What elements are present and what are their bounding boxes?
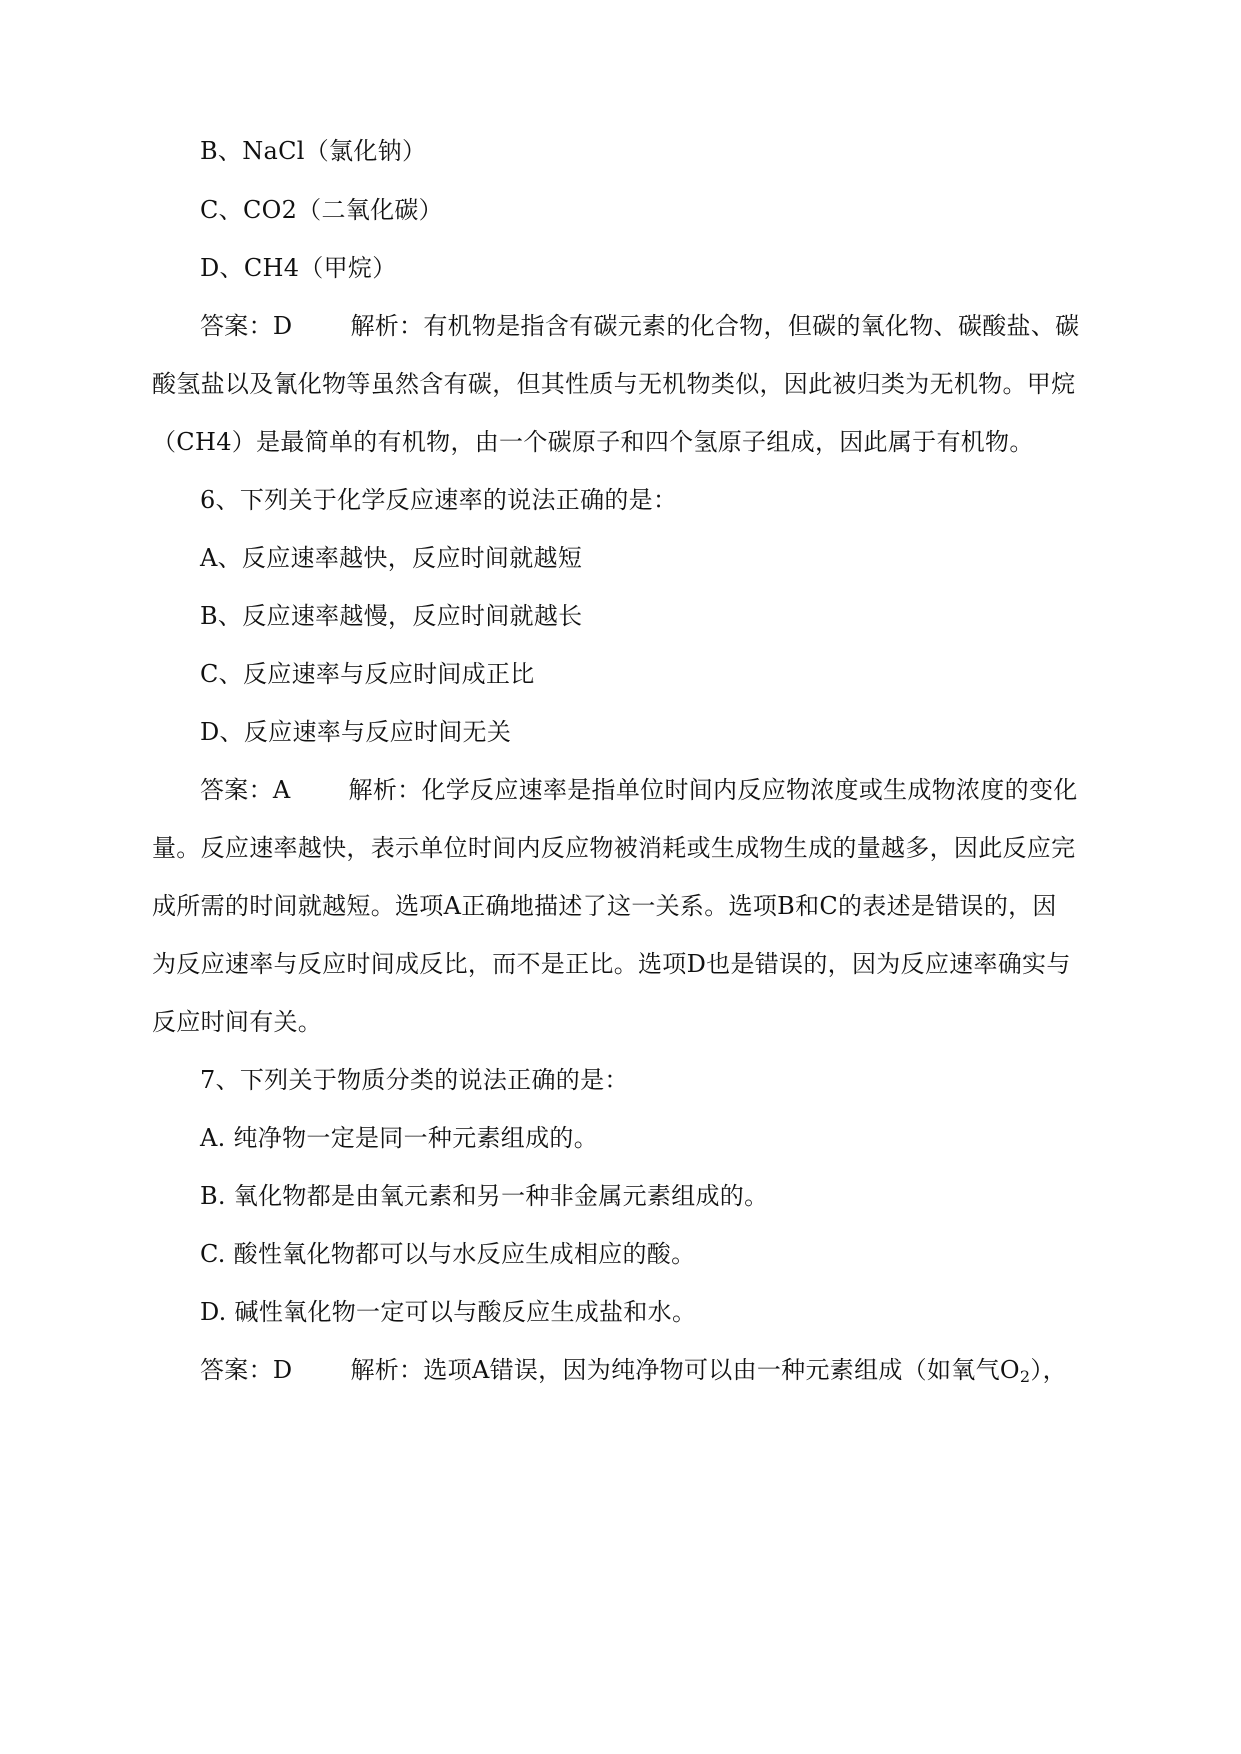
q6-explanation-2-text: 量。反应速率越快，表示单位时间内反应物被消耗或生成物生成的量越多，因此反应完 [152,834,1076,862]
q7-option-a-text: A. 纯净物一定是同一种元素组成的。 [200,1124,598,1152]
q5-option-b-text: B、NaCl（氯化钠） [200,137,427,165]
q6-question [200,485,1140,515]
q6-explanation-3-text: 成所需的时间就越短。选项A正确地描述了这一关系。选项B和C的表述是错误的，因 [152,892,1057,920]
q7-option-b-text: B. 氧化物都是由氧元素和另一种非金属元素组成的。 [200,1182,769,1210]
q6-option-d [200,717,1140,747]
q5-option-c-text: C、CO2（二氧化碳） [200,196,443,224]
q7-answer: 答案：D [200,1356,293,1384]
q7-option-a [200,1123,1140,1153]
q6-explanation-3 [152,891,1092,921]
q5-option-d-text: D、CH4（甲烷） [200,254,397,282]
q6-option-a-text: A、反应速率越快，反应时间就越短 [200,544,583,572]
q7-option-d-text: D. 碱性氧化物一定可以与酸反应生成盐和水。 [200,1298,697,1326]
q7-option-c-text: C. 酸性氧化物都可以与水反应生成相应的酸。 [200,1240,696,1268]
q6-answer-line [200,775,1140,805]
q6-question-text: 6、下列关于化学反应速率的说法正确的是： [200,486,678,514]
q7-question [200,1065,1140,1095]
q6-explanation-5 [152,1007,1092,1037]
q6-explanation-1: 解析：化学反应速率是指单位时间内反应物浓度或生成物浓度的变化 [348,776,1078,804]
q6-option-b [200,601,1140,631]
q6-option-c [200,659,1140,689]
q7-option-b [200,1181,1140,1211]
q7-option-c [200,1239,1140,1269]
q7-answer-line [200,1355,1140,1392]
q5-explanation-3 [152,427,1092,457]
q6-option-c-text: C、反应速率与反应时间成正比 [200,660,535,688]
q5-explanation-1: 解析：有机物是指含有碳元素的化合物，但碳的氧化物、碳酸盐、碳 [350,312,1080,340]
q5-answer: 答案：D [200,312,293,340]
q5-option-b [200,136,1140,166]
q6-explanation-4-text: 为反应速率与反应时间成反比，而不是正比。选项D也是错误的，因为反应速率确实与 [152,950,1071,978]
q5-option-d [200,253,1140,283]
q6-option-a [200,543,1140,573]
q5-answer-line [200,311,1140,341]
subscript: 2 [1019,1367,1031,1386]
q6-option-b-text: B、反应速率越慢，反应时间就越长 [200,602,583,630]
q6-explanation-4 [152,949,1092,979]
q5-explanation-3-text: （CH4）是最简单的有机物，由一个碳原子和四个氢原子组成，因此属于有机物。 [152,428,1034,456]
q5-option-c [200,195,1140,225]
q7-option-d [200,1297,1140,1327]
q6-option-d-text: D、反应速率与反应时间无关 [200,718,512,746]
q7-question-text: 7、下列关于物质分类的说法正确的是： [200,1066,629,1094]
q7-explanation-1-end: ）， [1030,1356,1067,1384]
q7-explanation-1: 解析：选项A错误，因为纯净物可以由一种元素组成（如氧气O [350,1356,1020,1384]
q5-explanation-2 [152,369,1092,399]
q6-explanation-5-text: 反应时间有关。 [152,1008,323,1036]
q6-explanation-2 [152,833,1092,863]
q6-answer: 答案：A [200,776,291,804]
q5-explanation-2-text: 酸氢盐以及氰化物等虽然含有碳，但其性质与无机物类似，因此被归类为无机物。甲烷 [152,370,1076,398]
